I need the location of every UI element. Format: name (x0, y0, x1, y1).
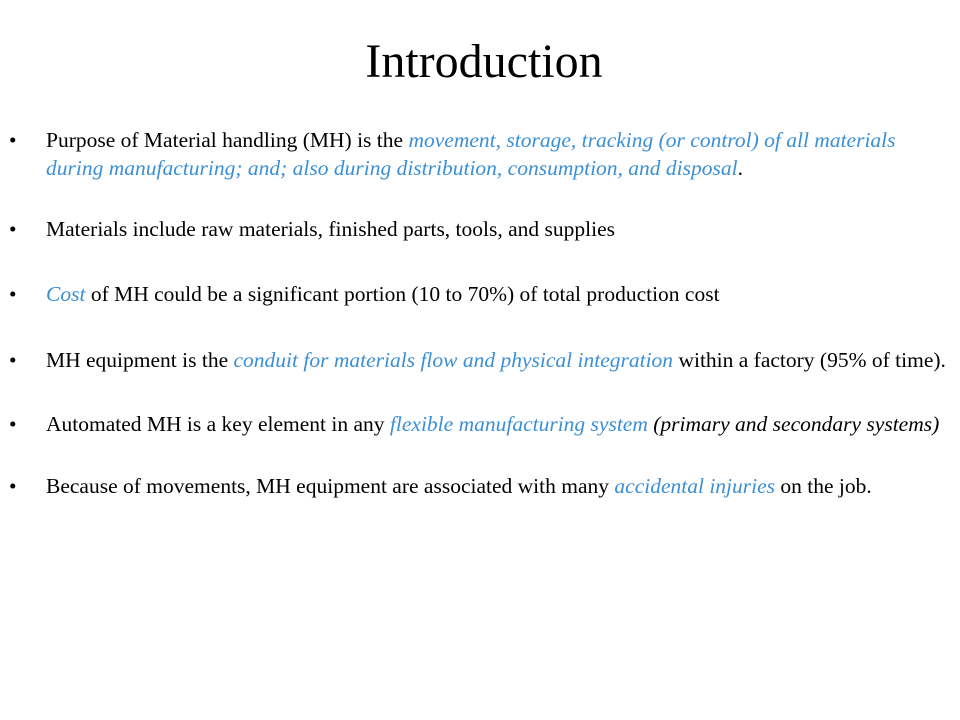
bullet-icon: • (9, 348, 17, 372)
bullet-icon: • (9, 282, 17, 306)
bullet-text-highlight: Cost (46, 282, 86, 306)
bullet-text (46, 412, 939, 436)
bullet-text (46, 474, 872, 498)
bullet-text-highlight: movement, storage, tracking (or control) of all materials during manufacturing; and; also during distribution, consumption, and disposal (46, 128, 896, 180)
bullet-item (0, 126, 960, 182)
bullet-text-plain: Materials include raw materials, finished parts, tools, and supplies (46, 217, 616, 241)
bullet-text-plain: (primary and secondary systems) (647, 412, 940, 436)
bullet-item (0, 410, 960, 438)
bullet-text (46, 217, 615, 241)
bullet-text-highlight: accidental injuries (614, 474, 776, 498)
bullet-icon: • (9, 128, 17, 152)
bullet-text (46, 348, 946, 372)
bullet-text-plain: of MH could be a significant portion (10 to 70%) of total production cost (85, 282, 720, 306)
bullet-text-plain: . (737, 156, 743, 180)
bullet-icon: • (9, 474, 17, 498)
bullet-item (0, 215, 960, 243)
bullet-text-highlight: flexible manufacturing system (389, 412, 648, 436)
bullet-text-plain: Automated MH is a key element in any (46, 412, 390, 436)
bullet-text (46, 128, 896, 180)
bullet-text-plain: MH equipment is the (46, 348, 234, 372)
bullet-icon: • (9, 412, 17, 436)
bullet-text-plain: within a factory (95% of time). (673, 348, 946, 372)
bullet-item (0, 280, 960, 308)
bullet-text-plain: Because of movements, MH equipment are associated with many (46, 474, 615, 498)
bullet-text-plain: on the job. (775, 474, 872, 498)
bullet-text (46, 282, 720, 306)
bullet-text-highlight: conduit for materials flow and physical integration (233, 348, 674, 372)
slide-title: Introduction (365, 35, 603, 88)
bullet-text-plain: Purpose of Material handling (MH) is the (46, 128, 409, 152)
bullet-icon: • (9, 217, 17, 241)
bullet-item (0, 472, 960, 500)
bullet-list (0, 126, 960, 533)
bullet-item (0, 346, 960, 374)
